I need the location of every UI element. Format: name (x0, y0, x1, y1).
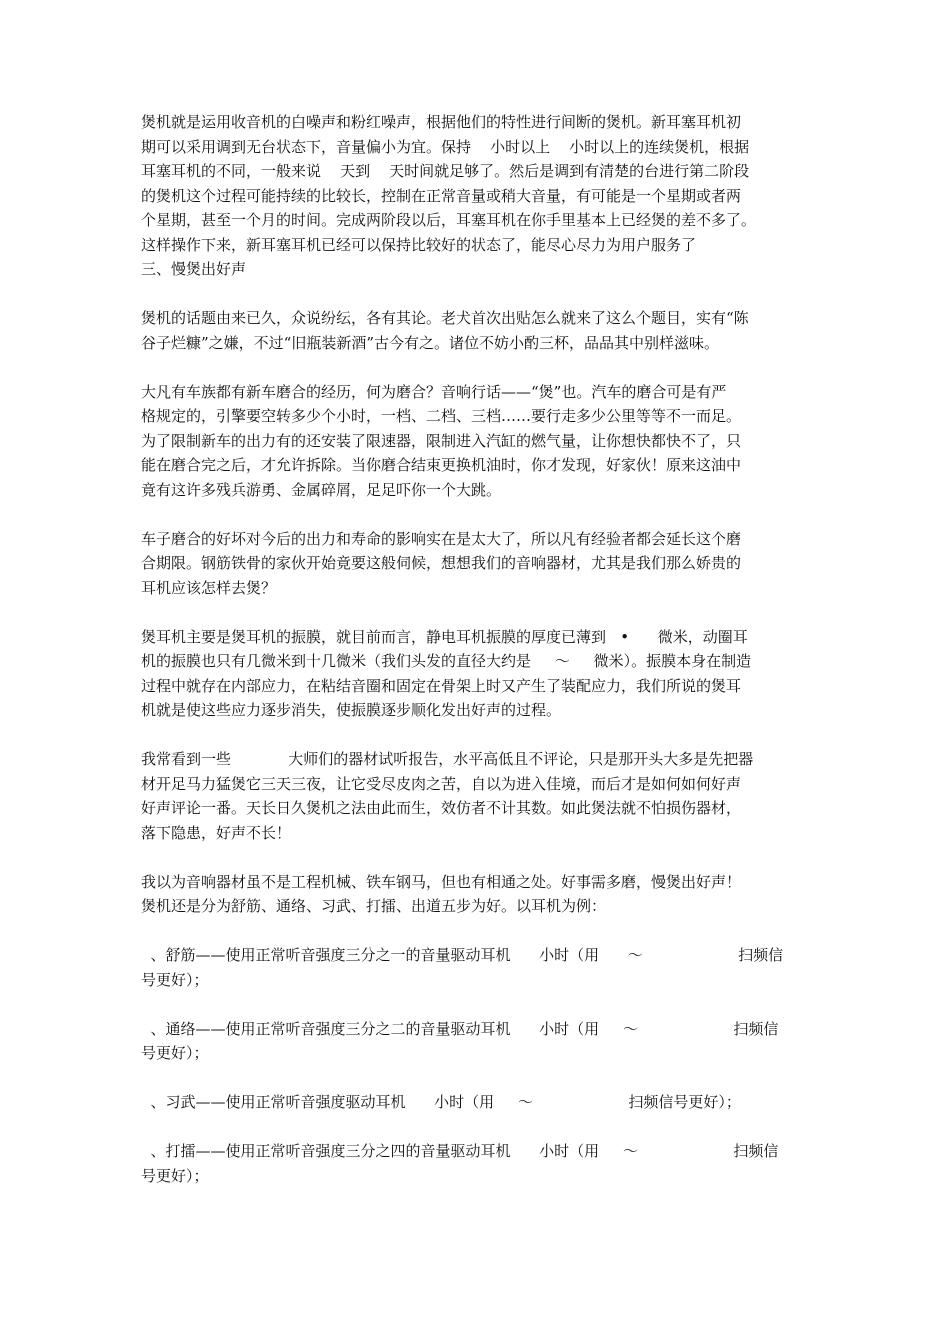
step-line: 、习武——使用正常听音强度驱动耳机 小时（用 ～ 扫频信号更好）； (141, 1093, 741, 1111)
paragraph-6 (141, 747, 816, 845)
paragraph-7 (141, 870, 816, 919)
text-line: 合期限。钢筋铁骨的家伙开始竟要这般伺候，想想我们的音响器材，尤其是我们那么娇贵的 (141, 554, 742, 572)
list-item (141, 1139, 816, 1188)
text-line: 车子磨合的好坏对今后的出力和寿命的影响实在是太大了，所以凡有经验者都会延长这个磨 (141, 529, 742, 548)
text-line: 耳机应该怎样去煲？ (141, 578, 277, 597)
step-line: 号更好）； (141, 1044, 209, 1062)
paragraph-4 (141, 527, 816, 601)
list-item (141, 1090, 816, 1115)
step-line: 、舒筋——使用正常听音强度三分之一的音量驱动耳机 小时（用 ～ 扫频信 (141, 946, 784, 964)
paragraph-3 (141, 380, 816, 503)
text-line: 的煲机这个过程可能持续的比较长，控制在正常音量或稍大音量，有可能是一个星期或者两 (141, 186, 742, 205)
step-list (141, 943, 816, 1188)
text-line: 机的振膜也只有几微米到十几微米（我们头发的直径大约是 ～ 微米）。振膜本身在制造 (141, 652, 752, 670)
document-page (141, 110, 816, 1188)
text-line: 期可以采用调到无台状态下，音量偏小为宜。保持 小时以上 小时以上的连续煲机，根据 (141, 137, 750, 156)
text-line: 我以为音响器材虽不是工程机械、铁车钢马，但也有相通之处。好事需多磨，慢煲出好声！ (141, 872, 742, 891)
text-line: 谷子烂糠”之嫌，不过“旧瓶装新酒”古今有之。诸位不妨小酌三杯，品品其中别样滋味。 (141, 333, 720, 352)
text-line: 这样操作下来，新耳塞耳机已经可以保持比较好的状态了，能尽心尽力为用户服务了 (141, 235, 697, 254)
step-line: 、打擂——使用正常听音强度三分之四的音量驱动耳机 小时（用 ～ 扫频信 (141, 1142, 779, 1160)
text-line: 竟有这许多残兵游勇、金属碎屑，足足吓你一个大跳。 (141, 480, 502, 499)
text-line: 煲机还是分为舒筋、通络、习武、打擂、出道五步为好。以耳机为例： (141, 897, 607, 915)
text-line: 落下隐患，好声不长！ (141, 823, 292, 842)
paragraph-1 (141, 110, 816, 257)
text-line: 为了限制新车的出力有的还安装了限速器，限制进入汽缸的燃气量，让你想快都快不了，只 (141, 431, 742, 450)
text-line: 好声评论一番。天长日久煲机之法由此而生，效仿者不计其数。如此煲法就不怕损伤器材， (141, 799, 742, 817)
list-item (141, 1017, 816, 1066)
text-line: 耳塞耳机的不同，一般来说 天到 天时间就足够了。然后是调到有清楚的台进行第二阶段 (141, 162, 750, 180)
text-line: 我常看到一些 大师们的器材试听报告，水平高低且不评论，只是那开头大多是先把器 (141, 750, 754, 768)
text-line: 过程中就存在内部应力，在粘结音圈和固定在骨架上时又产生了装配应力，我们所说的煲耳 (141, 676, 742, 695)
text-line: 煲机就是运用收音机的白噪声和粉红噪声，根据他们的特性进行间断的煲机。新耳塞耳机初 (141, 113, 742, 131)
step-line: 号更好）； (141, 970, 209, 989)
text-line: 机就是使这些应力逐步消失，使振膜逐步顺化发出好声的过程。 (141, 701, 562, 719)
step-line: 、通络——使用正常听音强度三分之二的音量驱动耳机 小时（用 ～ 扫频信 (141, 1019, 779, 1038)
paragraph-2 (141, 306, 816, 355)
text-line: 能在磨合完之后，才允许拆除。当你磨合结束更换机油时，你才发现，好家伙！原来这油中 (141, 456, 742, 474)
list-item (141, 943, 816, 992)
text-line: 材开足马力猛煲它三天三夜，让它受尽皮肉之苦，自以为进入佳境，而后才是如何如何好声 (141, 774, 742, 793)
section-heading: 三、慢煲出好声 (141, 260, 247, 278)
text-line: 个星期，甚至一个月的时间。完成两阶段以后，耳塞耳机在你手里基本上已经煲的差不多了。 (141, 211, 757, 229)
paragraph-5 (141, 625, 816, 723)
text-line: 煲耳机主要是煲耳机的振膜，就目前而言，静电耳机振膜的厚度已薄到 • 微米，动圈耳 (141, 627, 748, 646)
step-line: 号更好）； (141, 1166, 209, 1185)
text-line: 大凡有车族都有新车磨合的经历，何为磨合？音响行话——“煲”也。汽车的磨合可是有严 (141, 382, 727, 401)
text-line: 煲机的话题由来已久，众说纷纭，各有其论。老犬首次出贴怎么就来了这么个题目，实有“陈 (141, 309, 749, 327)
text-line: 格规定的，引擎要空转多少个小时，一档、二档、三档……要行走多少公里等等不一而足。 (141, 407, 742, 425)
